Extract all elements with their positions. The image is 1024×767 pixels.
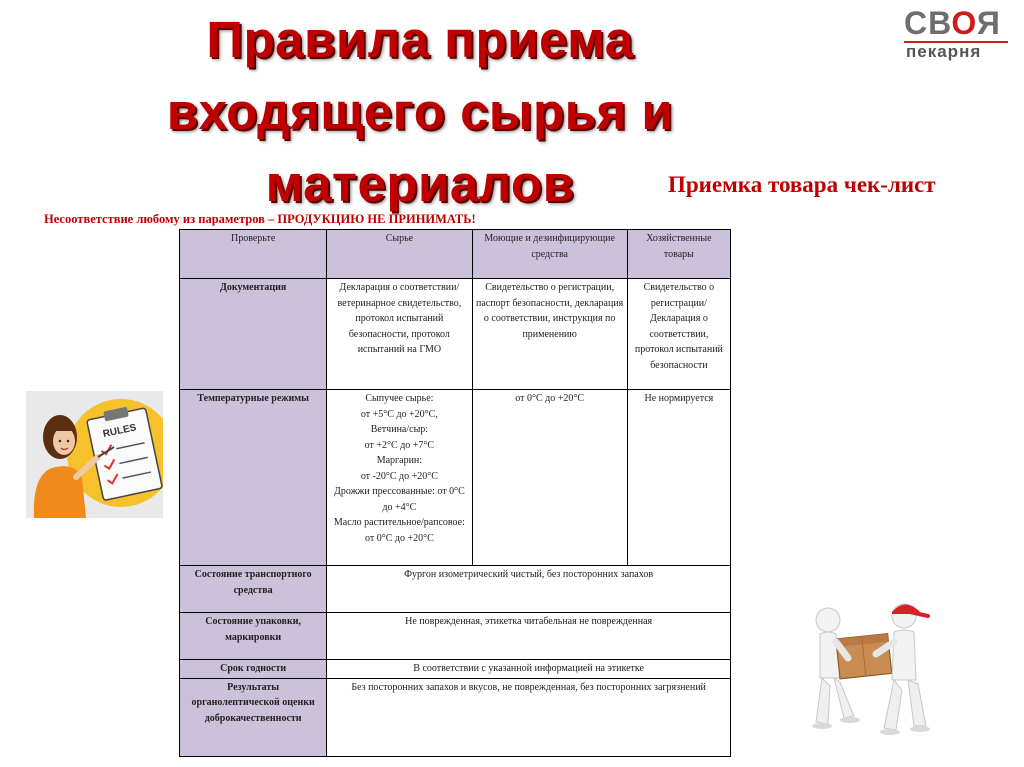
table-row [180, 566, 731, 613]
brand-logo [904, 6, 1014, 62]
param-cell: Температурные режимы [180, 390, 327, 566]
param-cell: Состояние транспортного средства [180, 566, 327, 613]
logo-subtitle: пекарня [906, 42, 982, 61]
temp-line: Сыпучее сырье: [365, 393, 434, 404]
title-line-3: материалов [265, 155, 575, 212]
value-cell: Свидетельство о регистрации, паспорт безопасности, декларация о соответствии, инструкция по применению [472, 279, 627, 390]
param-cell: Срок годности [180, 660, 327, 679]
temp-line: от -20°С до +20°С [360, 470, 438, 482]
header-detergents: Моющие и дезинфицирующие средства [472, 230, 627, 279]
merged-value-cell: Не поврежденная, этикетка читабельная не поврежденная [327, 613, 731, 660]
svg-text:RULES: RULES [101, 422, 138, 441]
table-row [180, 678, 731, 756]
param-cell: Состояние упаковки, маркировки [180, 613, 327, 660]
param-cell: Документация [180, 279, 327, 390]
logo-part-1: СВ [904, 5, 952, 41]
delivery-people-carrying-box-icon [806, 598, 940, 738]
table-header-row [180, 230, 731, 279]
table-row [180, 613, 731, 660]
table-row [180, 390, 731, 566]
temp-line: Ветчина/сыр: [370, 424, 429, 435]
title-line-2: входящего сырья и [166, 83, 674, 140]
temp-line: от +5°С до +20°С, [360, 408, 438, 420]
temp-line: Дрожжи прессованные: от 0°С до +4°С [334, 486, 465, 513]
value-cell: от 0°С до +20°С [472, 390, 627, 566]
header-raw: Сырье [327, 230, 472, 279]
logo-part-3: Я [976, 5, 1001, 41]
table-row [180, 660, 731, 679]
value-cell: Декларация о соответствии/ветеринарное свидетельство, протокол испытаний безопасности, протокол испытаний на ГМО [327, 279, 472, 390]
merged-value-cell: В соответствии с указанной информацией на этикетке [327, 660, 731, 679]
value-cell [327, 390, 472, 566]
temp-line: Масло растительное/рапсовое: от 0°С до +20°С [333, 517, 465, 544]
merged-value-cell: Без посторонних запахов и вкусов, не поврежденная, без посторонних загрязнений [327, 678, 731, 756]
acceptance-checklist-table [179, 229, 731, 757]
warning-text: Несоответствие любому из параметров – ПРОДУКЦИЮ НЕ ПРИНИМАТЬ! [44, 212, 476, 226]
param-cell: Результаты органолептической оценки доброкачественности [180, 678, 327, 756]
logo-wordmark [904, 6, 1014, 40]
rules-checklist-person-icon [26, 391, 163, 518]
table-row [180, 279, 731, 390]
temp-line: Маргарин: [376, 455, 423, 466]
value-cell: Не нормируется [627, 390, 730, 566]
title-line-1: Правила приема [206, 11, 634, 68]
value-cell: Свидетельство о регистрации/ Декларация о соответствии, протокол испытаний безопасности [627, 279, 730, 390]
merged-value-cell: Фургон изометрический чистый, без посторонних запахов [327, 566, 731, 613]
temp-line: от +2°С до +7°С [364, 439, 435, 451]
header-check: Проверьте [180, 230, 327, 279]
page-title [100, 4, 740, 220]
checklist-subtitle: Приемка товара чек-лист [668, 172, 936, 197]
header-household: Хозяйственные товары [627, 230, 730, 279]
logo-part-2: О [951, 5, 977, 41]
